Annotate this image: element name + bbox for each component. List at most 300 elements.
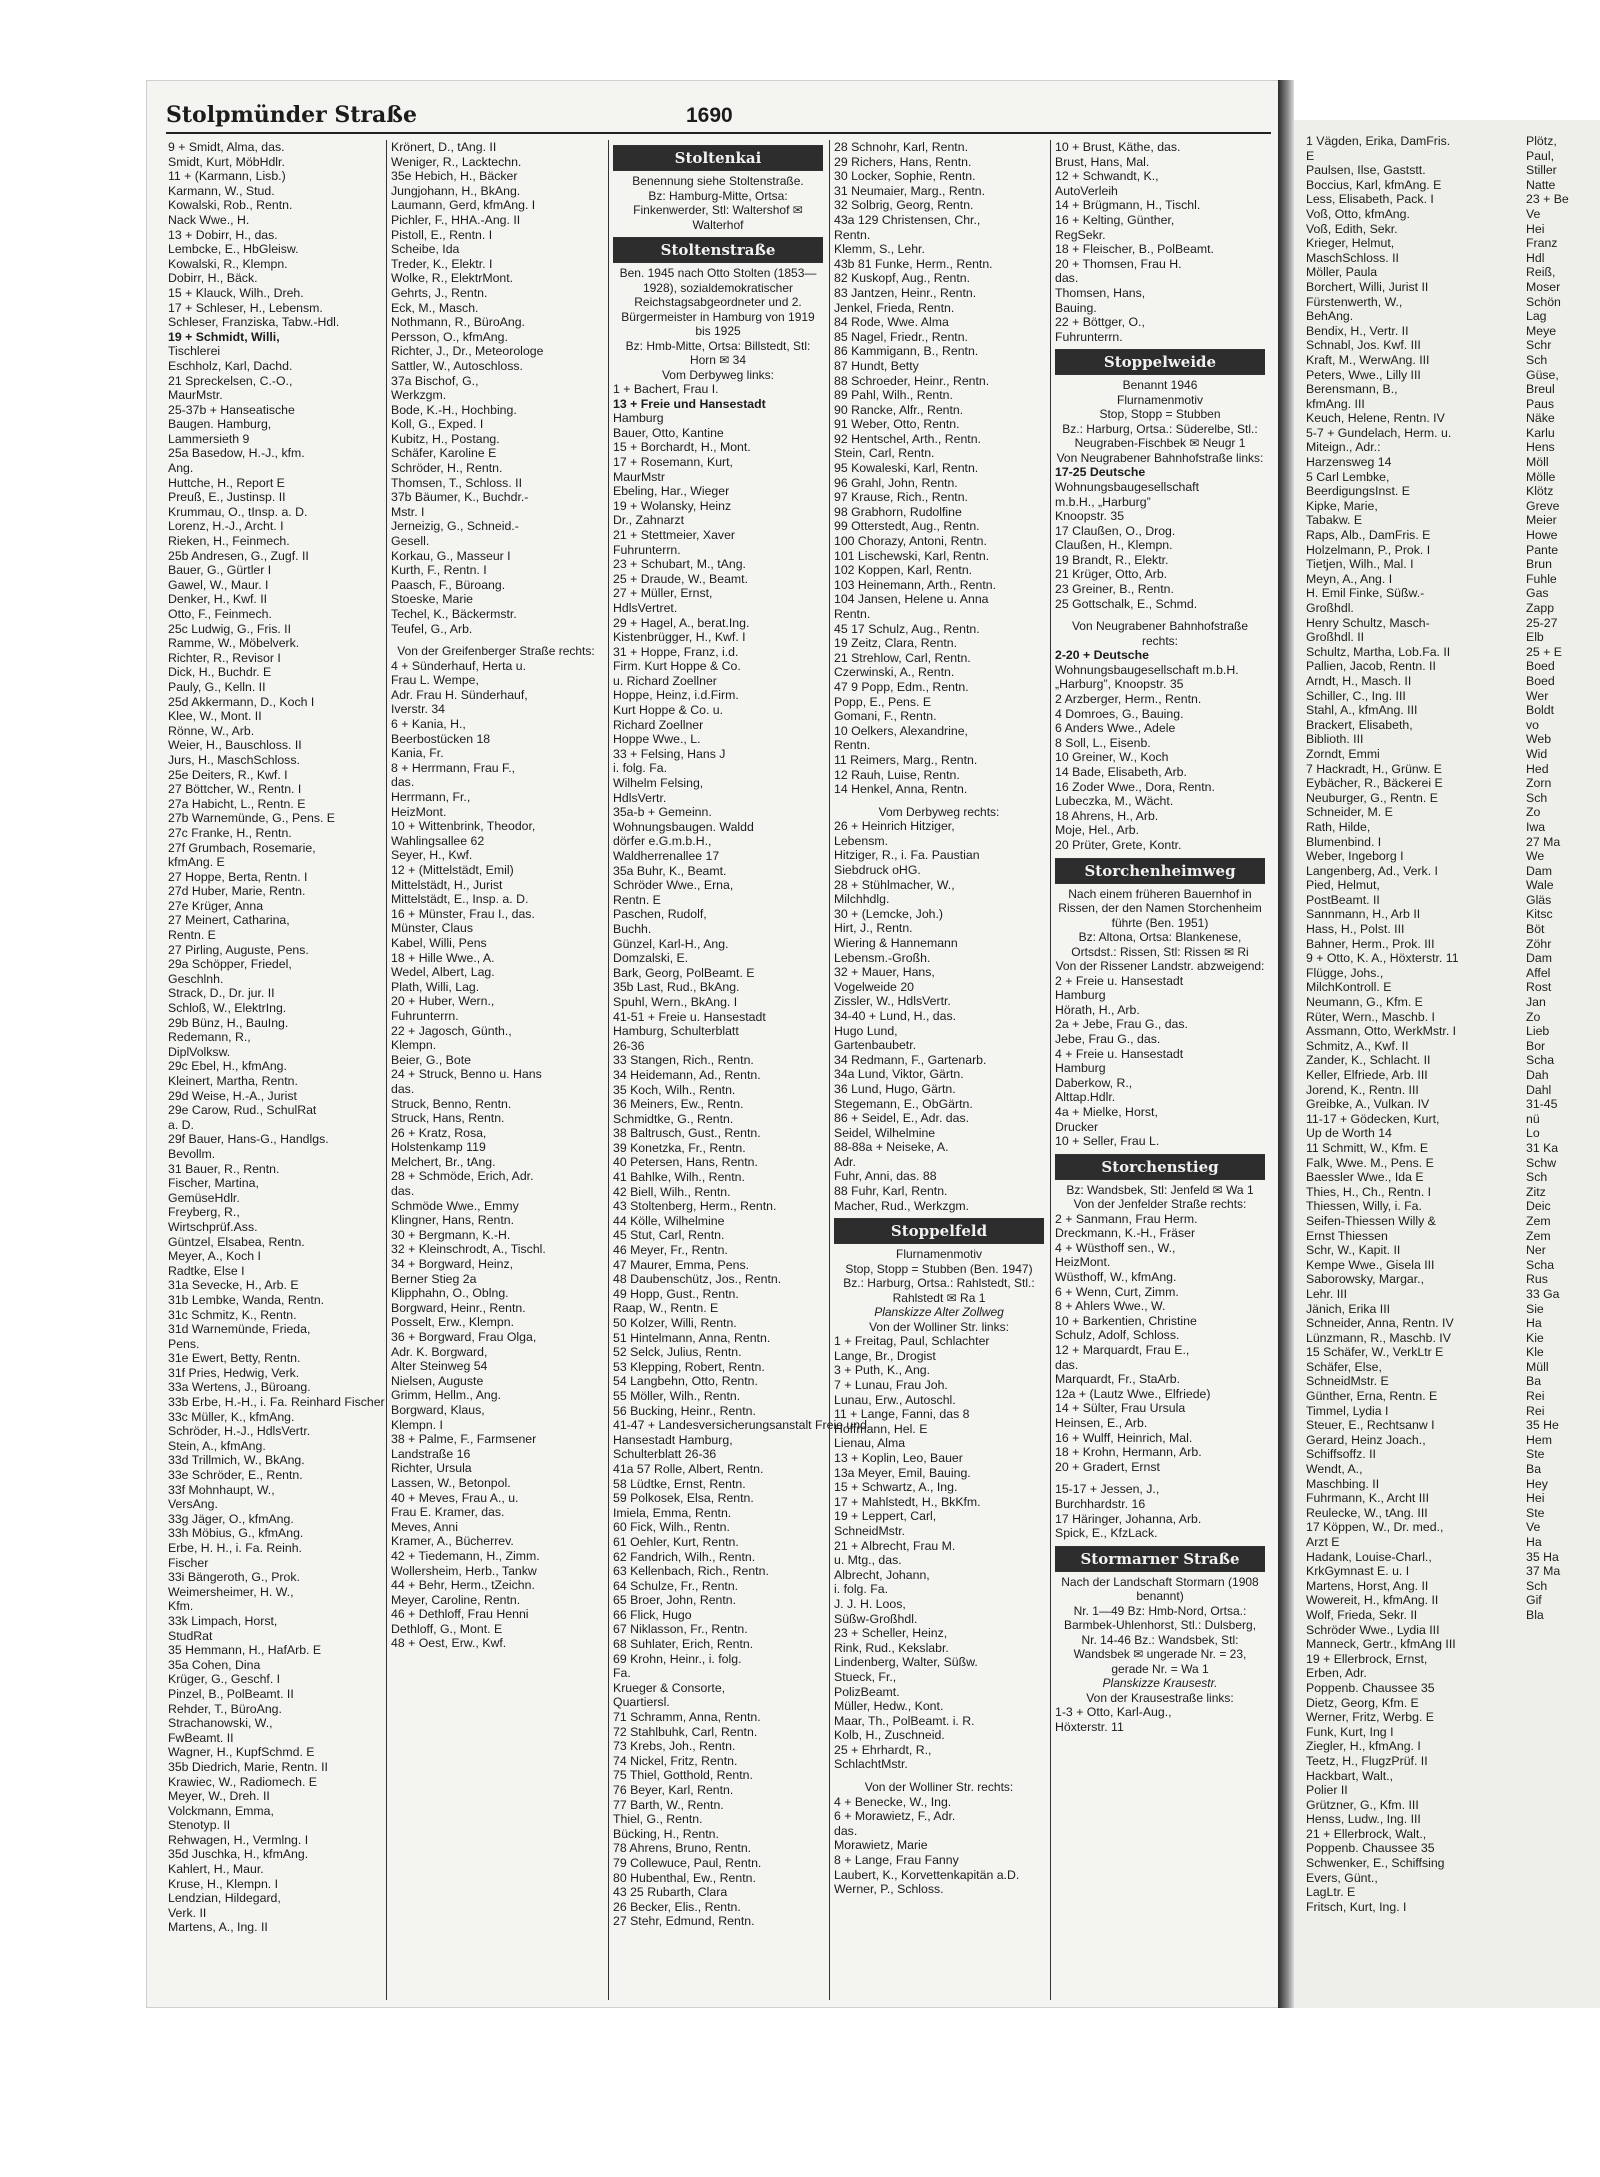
- directory-entry: Borgward, Klaus,: [391, 1402, 485, 1417]
- directory-entry: 27f Grumbach, Rosemarie,: [168, 840, 316, 855]
- directory-entry: 18 + Fleischer, B., PolBeamt.: [1055, 242, 1214, 257]
- directory-entry: 37b Bäumer, K., Buchdr.-: [391, 490, 529, 505]
- directory-entry: Strack, D., Dr. jur. II: [168, 986, 275, 1001]
- directory-entry: 4 + Freie u. Hansestadt: [1055, 1046, 1184, 1061]
- fragment-entry: Hey: [1526, 1476, 1548, 1491]
- directory-entry: 27 Böttcher, W., Rentn. I: [168, 782, 302, 797]
- directory-entry: 38 Baltrusch, Gust., Rentn.: [613, 1126, 761, 1141]
- directory-entry: 91 Weber, Otto, Rentn.: [834, 417, 960, 432]
- directory-entry: Raps, Alb., DamFris. E: [1306, 528, 1431, 543]
- directory-entry: Borgward, Heinr., Rentn.: [391, 1300, 526, 1315]
- directory-entry: HeizMont.: [391, 804, 447, 819]
- fragment-entry: 25-27: [1526, 615, 1558, 630]
- fragment-entry: 31 Ka: [1526, 1140, 1559, 1155]
- directory-entry: 35b Diedrich, Marie, Rentn. II: [168, 1759, 328, 1774]
- directory-entry: HdlsVertr.: [613, 790, 667, 805]
- directory-entry: Greibke, A., Vulkan. IV: [1306, 1097, 1430, 1112]
- directory-entry: 14 + Sülter, Frau Ursula: [1055, 1401, 1186, 1416]
- directory-entry: Fritsch, Kurt, Ing. I: [1306, 1899, 1407, 1914]
- directory-entry: Gehrts, J., Rentn.: [391, 285, 488, 300]
- directory-entry: 26 + Kratz, Rosa,: [391, 1125, 487, 1140]
- directory-entry: Stein, Carl, Rentn.: [834, 446, 935, 461]
- directory-entry: Dick, H., Buchdr. E: [168, 665, 272, 680]
- directory-entry: Günther, Erna, Rentn. E: [1306, 1389, 1438, 1404]
- facing-page: [1294, 120, 1600, 2008]
- directory-entry: Rentn.: [834, 607, 871, 621]
- directory-entry: 43 25 Rubarth, Clara: [613, 1885, 728, 1900]
- directory-entry: 88-88a + Neiseke, A.: [834, 1140, 949, 1155]
- directory-entry: Freyberg, R.,: [168, 1205, 240, 1220]
- directory-entry: 16 + Wulff, Heinrich, Mal.: [1055, 1430, 1193, 1445]
- directory-entry: Struck, Hans, Rentn.: [391, 1111, 505, 1126]
- directory-entry: u. Mtg., das.: [834, 1553, 902, 1568]
- directory-entry: 22 + Jagosch, Günth.,: [391, 1023, 512, 1038]
- directory-entry: 25b Andresen, G., Zugf. II: [168, 548, 309, 563]
- page-number: 1690: [686, 104, 733, 127]
- directory-entry: Wohnungsbaugesellschaft m.b.H.: [1055, 662, 1239, 677]
- directory-entry: Ebeling, Har., Wieger: [613, 484, 730, 499]
- directory-entry: MaurMstr.: [168, 388, 223, 403]
- directory-entry: 25e Deiters, R., Kwf. I: [168, 767, 288, 782]
- directory-entry: 59 Polkosek, Elsa, Rentn.: [613, 1491, 754, 1506]
- directory-entry: 37a Bischof, G.,: [391, 373, 479, 388]
- directory-entry: Großhdl.: [1306, 601, 1354, 615]
- directory-entry: 1 + Freitag, Paul, Schlachter: [834, 1334, 990, 1349]
- directory-entry: 2 + Sanmann, Frau Herm.: [1055, 1211, 1198, 1226]
- directory-entry: 73 Krebs, Joh., Rentn.: [613, 1739, 736, 1754]
- directory-entry: Hoppe, Heinz, i.d.Firm.: [613, 688, 739, 703]
- directory-entry: Zissler, W., HdlsVertr.: [834, 994, 951, 1009]
- directory-entry: Treder, K., Elektr. I: [391, 256, 493, 271]
- fragment-entry: Boed: [1526, 659, 1555, 674]
- fragment-entry: Breul: [1526, 382, 1555, 397]
- column-6: [1306, 134, 1506, 1994]
- directory-entry: Paulsen, Ilse, Gaststt.: [1306, 163, 1426, 178]
- street-note: Stop, Stopp = Stubben (Ben. 1947): [845, 1261, 1033, 1276]
- fragment-entry: Ner: [1526, 1243, 1546, 1258]
- street-note: Nach einem früheren Bauernhof in Rissen, der den Namen Storchenheim führte (Ben. 1951): [1058, 886, 1262, 930]
- fragment-entry: Greve: [1526, 498, 1560, 513]
- directory-entry: Möller, Paula: [1306, 265, 1378, 280]
- directory-entry: das.: [1055, 271, 1079, 286]
- directory-entry: Waldherrenallee 17: [613, 849, 720, 863]
- directory-entry: Pauly, G., Kelln. II: [168, 679, 266, 694]
- directory-entry: Keller, Elfriede, Arb. III: [1306, 1068, 1428, 1082]
- directory-entry: Up de Worth 14: [1306, 1126, 1392, 1141]
- directory-entry: Nielsen, Auguste: [391, 1373, 484, 1388]
- street-note: Planskizze Krausestr.: [1102, 1676, 1218, 1691]
- directory-entry: Geschlnh.: [168, 971, 224, 986]
- directory-entry: Otto, F., Feinmech.: [168, 607, 272, 621]
- directory-entry: Wagner, H., KupfSchmd. E: [168, 1745, 315, 1760]
- directory-entry: SchneidMstr.: [834, 1523, 906, 1538]
- directory-entry: 40 + Meves, Frau A., u.: [391, 1490, 519, 1505]
- column-7-fragment: [1526, 134, 1600, 1994]
- fragment-entry: Ha: [1526, 1535, 1542, 1549]
- directory-entry: Harzensweg 14: [1306, 455, 1392, 470]
- directory-entry: 11 Schmitt, W., Kfm. E: [1306, 1140, 1429, 1155]
- directory-entry: Manneck, Gertr., kfmAng III: [1306, 1637, 1456, 1652]
- directory-entry: Hackbart, Walt.,: [1306, 1768, 1394, 1783]
- directory-entry: 18 Ahrens, H., Arb.: [1055, 808, 1159, 823]
- street-note: Vom Derbyweg links:: [661, 367, 775, 382]
- directory-entry: 10 + Seller, Frau L.: [1055, 1134, 1160, 1149]
- directory-entry: Seifen-Thiessen Willy &: [1306, 1213, 1436, 1228]
- directory-entry: 4a + Mielke, Horst,: [1055, 1104, 1158, 1119]
- directory-entry: Lubeczka, M., Wächt.: [1055, 794, 1174, 809]
- column-5: [1050, 140, 1265, 2000]
- directory-entry: Güntzel, Elsabea, Rentn.: [168, 1234, 305, 1249]
- directory-entry: 13a Meyer, Emil, Bauing.: [834, 1465, 971, 1480]
- directory-entry: Timmel, Lydia I: [1306, 1403, 1389, 1418]
- fragment-entry: Boed: [1526, 673, 1555, 688]
- directory-entry: Krönert, D., tAng. II: [391, 140, 497, 154]
- directory-entry: 47 9 Popp, Edm., Rentn.: [834, 679, 969, 694]
- directory-entry: 16 + Kelting, Günther,: [1055, 212, 1175, 227]
- directory-entry: 31a Sevecke, H., Arb. E: [168, 1278, 299, 1293]
- street-note: Vom Derbyweg rechts:: [878, 804, 1000, 819]
- directory-entry: 92 Hentschel, Arth., Rentn.: [834, 431, 981, 446]
- street-heading: Stoltenkai: [613, 145, 823, 171]
- directory-entry: Macher, Rud., Werkzgm.: [834, 1198, 970, 1213]
- directory-entry: Koll, G., Exped. I: [391, 417, 484, 432]
- directory-entry: 39 Konetzka, Fr., Rentn.: [613, 1140, 746, 1155]
- directory-entry: 4 + Wüsthoff sen., W.,: [1055, 1240, 1176, 1255]
- directory-entry: 50 Kolzer, Willi, Rentn.: [613, 1316, 737, 1330]
- fragment-entry: Moser: [1526, 279, 1561, 294]
- directory-entry: 20 + Gradert, Ernst: [1055, 1459, 1160, 1474]
- directory-entry: 36 Meiners, Ew., Rentn.: [613, 1097, 744, 1112]
- directory-entry: 80 Hubenthal, Ew., Rentn.: [613, 1870, 756, 1885]
- directory-entry: 84 Rode, Wwe. Alma: [834, 315, 949, 330]
- fragment-entry: Ste: [1526, 1505, 1545, 1520]
- directory-entry: Hugo Lund,: [834, 1023, 898, 1038]
- directory-entry: SchlachtMstr.: [834, 1757, 908, 1772]
- directory-entry: Flügge, Johs.,: [1306, 965, 1384, 980]
- spacer: [834, 1772, 1044, 1780]
- directory-entry: 15 Schäfer, W., VerkLtr E: [1306, 1345, 1444, 1360]
- directory-entry: 12 + Schwandt, K.,: [1055, 169, 1159, 184]
- fragment-entry: Mölle: [1526, 469, 1556, 484]
- directory-entry: 33i Bängeroth, G., Prok.: [168, 1570, 300, 1585]
- directory-entry: Krüger, G., Geschf. I: [168, 1672, 281, 1687]
- directory-entry: Denker, H., Kwf. II: [168, 592, 268, 607]
- directory-entry: Lünzmann, R., Maschb. IV: [1306, 1330, 1451, 1345]
- directory-entry: 6 + Kania, H.,: [391, 717, 466, 732]
- fragment-entry: 31-45: [1526, 1097, 1558, 1112]
- directory-entry: Laumann, Gerd, kfmAng. I: [391, 198, 536, 213]
- directory-entry: Hoppe Wwe., L.: [613, 732, 701, 747]
- directory-entry: Kubitz, H., Postang.: [391, 431, 500, 446]
- directory-entry: Strachanowski, W.,: [168, 1716, 273, 1731]
- fragment-entry: Paus: [1526, 396, 1555, 411]
- directory-entry: BehAng.: [1306, 309, 1354, 324]
- directory-entry: Wahlingsallee 62: [391, 833, 485, 848]
- directory-entry: Mstr. I: [391, 504, 425, 519]
- fragment-entry: Güse,: [1526, 367, 1559, 382]
- directory-entry: 77 Barth, W., Rentn.: [613, 1797, 724, 1812]
- directory-entry: 25 + Ehrhardt, R.,: [834, 1742, 932, 1757]
- directory-entry: Falk, Wwe. M., Pens. E: [1306, 1155, 1434, 1170]
- directory-entry: Höxterstr. 11: [1055, 1719, 1124, 1734]
- spacer: [834, 797, 1044, 805]
- directory-entry: Milchhdlg.: [834, 892, 890, 907]
- directory-entry: das.: [1055, 1357, 1079, 1372]
- street-note: Von der Krausestraße links:: [1086, 1690, 1234, 1705]
- fragment-entry: Ba: [1526, 1462, 1542, 1477]
- directory-entry: Stueck, Fr.,: [834, 1669, 897, 1684]
- directory-entry: 19 Zeitz, Clara, Rentn.: [834, 636, 958, 651]
- directory-entry: Pistoll, E., Rentn. I: [391, 227, 493, 242]
- directory-entry: Landstraße 16: [391, 1446, 471, 1461]
- directory-entry: 22 + Böttger, O.,: [1055, 315, 1145, 330]
- directory-entry: Dobirr, H., Bäck.: [168, 271, 258, 286]
- directory-entry: Lehr. III: [1306, 1286, 1348, 1301]
- directory-entry: Bauer, Otto, Kantine: [613, 425, 724, 440]
- directory-entry: Sattler, W., Autoschloss.: [391, 358, 523, 373]
- street-note: Bz: Hmb-Mitte, Ortsa: Billstedt, Stl: Horn ✉ 34: [625, 338, 811, 367]
- directory-entry: Schmidtke, G., Rentn.: [613, 1111, 734, 1126]
- fragment-entry: Rost: [1526, 980, 1552, 995]
- directory-entry: Klempn.: [391, 1038, 437, 1053]
- directory-entry: 10 Oelkers, Alexandrine,: [834, 723, 968, 738]
- street-heading: Storchenstieg: [1055, 1154, 1265, 1180]
- directory-entry: VersAng.: [168, 1497, 218, 1512]
- directory-entry: 15 + Borchardt, H., Mont.: [613, 440, 751, 455]
- directory-entry: Günzel, Karl-H., Ang.: [613, 936, 729, 951]
- directory-entry: 69 Krohn, Heinr., i. folg.: [613, 1651, 742, 1666]
- fragment-entry: Möll: [1526, 455, 1549, 470]
- directory-entry: Posselt, Erw., Klempn.: [391, 1315, 515, 1330]
- directory-entry: Huttche, H., Report E: [168, 475, 285, 490]
- directory-entry: 82 Kuskopf, Aug., Rentn.: [834, 271, 971, 286]
- directory-entry: Teufel, G., Arb.: [391, 621, 473, 636]
- directory-entry: Meyer, A., Koch I: [168, 1249, 261, 1264]
- directory-entry: 41 Bahlke, Wilh., Rentn.: [613, 1170, 745, 1185]
- directory-entry: Weber, Ingeborg I: [1306, 849, 1404, 864]
- directory-entry: Gawel, W., Maur. I: [168, 577, 269, 592]
- street-note: Benennung siehe Stoltenstraße.: [632, 174, 804, 188]
- directory-entry: Wollersheim, Herb., Tankw: [391, 1563, 537, 1578]
- fragment-entry: Gläs: [1526, 892, 1552, 907]
- spacer: [1055, 1474, 1265, 1482]
- directory-entry: 35a Buhr, K., Beamt.: [613, 863, 727, 878]
- directory-entry: 43 Stoltenberg, Herm., Rentn.: [613, 1199, 777, 1214]
- fragment-entry: Lo: [1526, 1126, 1540, 1141]
- directory-entry: 27e Krüger, Anna: [168, 898, 264, 913]
- directory-entry: 2-20 + Deutsche: [1055, 648, 1149, 663]
- fragment-entry: Ba: [1526, 1374, 1542, 1389]
- directory-entry: GemüseHdlr.: [168, 1190, 240, 1205]
- fragment-entry: Jan: [1526, 995, 1546, 1010]
- fragment-entry: Hdl: [1526, 250, 1545, 265]
- directory-entry: Pichler, F., HHA.-Ang. II: [391, 212, 521, 227]
- directory-entry: 8 + Lange, Frau Fanny: [834, 1852, 959, 1867]
- directory-entry: 38 + Palme, F., Farmsener: [391, 1432, 537, 1447]
- street-note: Von der Wolliner Str. rechts:: [864, 1780, 1014, 1795]
- directory-entry: Bendix, H., Vertr. II: [1306, 323, 1409, 338]
- directory-entry: Kania, Fr.: [391, 746, 444, 761]
- directory-entry: Less, Elisabeth, Pack. I: [1306, 192, 1434, 207]
- directory-entry: Schmitz, A., Kwf. II: [1306, 1038, 1409, 1053]
- directory-entry: Dreckmann, K.-H., Fräser: [1055, 1226, 1196, 1241]
- directory-entry: Karmann, W., Stud.: [168, 183, 275, 198]
- fragment-entry: Hei: [1526, 221, 1545, 236]
- directory-entry: 19 + Leppert, Carl,: [834, 1509, 937, 1524]
- directory-entry: 48 + Oest, Erw., Kwf.: [391, 1636, 507, 1651]
- fragment-entry: Gif: [1526, 1593, 1542, 1608]
- directory-entry: Alttap.Hdlr.: [1055, 1090, 1116, 1105]
- fragment-entry: Hed: [1526, 761, 1549, 776]
- directory-entry: 8 Soll, L., Eisenb.: [1055, 735, 1151, 750]
- directory-entry: Baugen. Hamburg,: [168, 417, 272, 432]
- directory-entry: Kleinert, Martha, Rentn.: [168, 1074, 298, 1088]
- directory-entry: 6 + Wenn, Curt, Zimm.: [1055, 1284, 1179, 1299]
- directory-entry: Heinsen, E., Arb.: [1055, 1416, 1148, 1430]
- directory-entry: KrkGymnast E. u. I: [1306, 1564, 1410, 1579]
- directory-entry: Jenkel, Frieda, Rentn.: [834, 300, 955, 315]
- fragment-entry: Karlu: [1526, 425, 1555, 440]
- directory-entry: 90 Rancke, Alfr., Rentn.: [834, 402, 964, 417]
- fragment-entry: Hens: [1526, 440, 1555, 455]
- directory-entry: Ziegler, H., kfmAng. I: [1306, 1739, 1421, 1754]
- directory-entry: 33k Limpach, Horst,: [168, 1613, 278, 1628]
- directory-entry: Henry Schultz, Masch-: [1306, 615, 1430, 630]
- directory-entry: Meyer, Caroline, Rentn.: [391, 1592, 521, 1607]
- directory-entry: 20 + Huber, Wern.,: [391, 994, 495, 1009]
- directory-entry: Imiela, Emma, Rentn.: [613, 1505, 732, 1520]
- directory-entry: 16 + Münster, Frau I., das.: [391, 906, 535, 921]
- fragment-entry: 33 Ga: [1526, 1286, 1560, 1301]
- directory-entry: Paasch, F., Büroang.: [391, 577, 506, 592]
- directory-entry: Schr, W., Kapit. II: [1306, 1243, 1401, 1258]
- directory-entry: 25a Basedow, H.-J., kfm.: [168, 446, 305, 461]
- street-note: Nr. 1—49 Bz: Hmb-Nord, Ortsa.: Barmbek-Uhlenhorst, Stl.: Dulsberg, Nr. 14-46 Bz.: Wandsbek, Stl: Wandsbek ✉ ungerade Nr. = 23, gerade Nr. = Wa 1: [1063, 1603, 1257, 1676]
- directory-entry: 21 Strehlow, Carl, Rentn.: [834, 650, 971, 665]
- directory-entry: Voß, Otto, kfmAng.: [1306, 206, 1410, 221]
- directory-entry: Fischer: [168, 1555, 209, 1570]
- directory-entry: Schneider, Anna, Rentn. IV: [1306, 1316, 1454, 1331]
- directory-entry: Korkau, G., Masseur I: [391, 548, 511, 563]
- directory-entry: 23 + Schubart, M., tAng.: [613, 557, 746, 572]
- fragment-entry: Ha: [1526, 1316, 1542, 1331]
- directory-entry: 27 Pirling, Auguste, Pens.: [168, 942, 309, 957]
- directory-entry: Ramme, W., Möbelverk.: [168, 636, 300, 651]
- directory-entry: 31 + Hoppe, Franz, i.d.: [613, 644, 739, 659]
- directory-entry: Herrmann, Fr.,: [391, 790, 471, 805]
- directory-entry: Fuhrunterrn.: [613, 542, 681, 557]
- directory-entry: 34 Redmann, F., Gartenarb.: [834, 1052, 987, 1067]
- directory-entry: 4 + Sünderhauf, Herta u.: [391, 658, 527, 673]
- street-note: Von Neugrabener Bahnhofstraße rechts:: [1071, 619, 1249, 648]
- street-heading: Storchenheimweg: [1055, 858, 1265, 884]
- directory-entry: Popp, E., Pens. E: [834, 694, 932, 709]
- directory-entry: Brackert, Elisabeth,: [1306, 717, 1413, 732]
- directory-entry: Quartiersl.: [613, 1695, 670, 1710]
- directory-entry: Rüter, Wern., Maschb. I: [1306, 1009, 1435, 1024]
- directory-entry: i. folg. Fa.: [834, 1582, 888, 1597]
- fragment-entry: Rei: [1526, 1389, 1545, 1404]
- directory-entry: 99 Otterstedt, Aug., Rentn.: [834, 519, 980, 534]
- directory-entry: Poppenb. Chaussee 35: [1306, 1680, 1435, 1695]
- directory-entry: Peters, Wwe., Lilly III: [1306, 367, 1421, 382]
- directory-entry: 60 Fick, Wilh., Rentn.: [613, 1520, 730, 1535]
- book-spine-shadow: [1278, 80, 1294, 2008]
- directory-entry: 27a Habicht, L., Rentn. E: [168, 796, 306, 811]
- directory-entry: Wendt, A.,: [1306, 1462, 1363, 1477]
- directory-entry: Evers, Günt.,: [1306, 1870, 1378, 1885]
- directory-entry: 45 17 Schulz, Aug., Rentn.: [834, 621, 980, 636]
- directory-entry: Lassen, W., Betonpol.: [391, 1475, 511, 1490]
- street-heading: Stoltenstraße: [613, 237, 823, 263]
- fragment-entry: Böt: [1526, 922, 1545, 937]
- fragment-entry: 37 Ma: [1526, 1564, 1561, 1579]
- street-heading: Stoppelweide: [1055, 349, 1265, 375]
- directory-entry: Holstenkamp 119: [391, 1140, 486, 1155]
- directory-entry: 2 + Freie u. Hansestadt: [1055, 973, 1184, 988]
- directory-entry: 7 + Lunau, Frau Joh.: [834, 1378, 948, 1393]
- directory-entry: Lunau, Erw., Autoschl.: [834, 1392, 956, 1407]
- directory-entry: Langenberg, Ad., Verk. I: [1306, 863, 1438, 878]
- directory-entry: HeizMont.: [1055, 1255, 1111, 1270]
- fragment-entry: We: [1526, 849, 1545, 864]
- directory-entry: 10 + Brust, Käthe, das.: [1055, 140, 1181, 154]
- fragment-entry: Dahl: [1526, 1082, 1552, 1097]
- directory-entry: Eck, M., Masch.: [391, 300, 479, 315]
- directory-entry: Bark, Georg, PolBeamt. E: [613, 965, 755, 980]
- fragment-entry: Zöhr: [1526, 936, 1552, 951]
- directory-entry: Melchert, Br., tAng.: [391, 1154, 496, 1169]
- fragment-entry: Müll: [1526, 1359, 1549, 1374]
- directory-entry: 34 Heidemann, Ad., Rentn.: [613, 1067, 761, 1082]
- directory-entry: Richter, Ursula: [391, 1461, 472, 1476]
- street-note: Nach der Landschaft Stormarn (1908 benannt): [1061, 1574, 1259, 1604]
- directory-entry: Siebdruck oHG.: [834, 863, 921, 877]
- directory-entry: 9 + Smidt, Alma, das.: [168, 140, 285, 154]
- fragment-entry: Stiller: [1526, 163, 1557, 178]
- fragment-entry: Plötz,: [1526, 134, 1557, 148]
- street-title: Stolpmünder Straße: [166, 102, 417, 128]
- fragment-entry: 35 He: [1526, 1418, 1559, 1433]
- directory-entry: 35a Cohen, Dina: [168, 1657, 261, 1672]
- column-1: [168, 140, 385, 2000]
- directory-entry: Kistenbrügger, H., Kwf. I: [613, 630, 746, 645]
- directory-entry: Boccius, Karl, kfmAng. E: [1306, 177, 1442, 192]
- fragment-entry: Franz: [1526, 236, 1558, 251]
- directory-entry: 44 Kölle, Wilhelmine: [613, 1213, 725, 1228]
- directory-entry: Klempn. I: [391, 1417, 443, 1432]
- directory-entry: Kurth, F., Rentn. I: [391, 563, 487, 578]
- directory-page: [146, 80, 1283, 2008]
- directory-entry: 15 + Schwartz, A., Ing.: [834, 1480, 958, 1495]
- directory-entry: 98 Grabhorn, Rudolfine: [834, 504, 962, 519]
- directory-entry: 1 + Bachert, Frau I.: [613, 382, 719, 396]
- directory-entry: „Harburg”, Knoopstr. 35: [1055, 677, 1184, 692]
- directory-entry: 25 Gottschalk, E., Schmd.: [1055, 596, 1198, 611]
- directory-entry: 67 Niklasson, Fr., Rentn.: [613, 1622, 748, 1637]
- directory-entry: Schröder Wwe., Lydia III: [1306, 1622, 1440, 1637]
- directory-entry: 27c Franke, H., Rentn.: [168, 825, 292, 840]
- fragment-entry: Hei: [1526, 1491, 1545, 1506]
- directory-entry: das.: [391, 1081, 415, 1096]
- directory-entry: Hansestadt Hamburg,: [613, 1432, 733, 1447]
- directory-entry: 1-3 + Otto, Karl-Aug.,: [1055, 1705, 1172, 1720]
- fragment-entry: Gas: [1526, 586, 1549, 601]
- directory-entry: 14 Bade, Elisabeth, Arb.: [1055, 765, 1187, 779]
- fragment-entry: Dah: [1526, 1068, 1549, 1082]
- directory-entry: 12a + (Lautz Wwe., Elfriede): [1055, 1386, 1211, 1401]
- directory-entry: 86 Kammigann, B., Rentn.: [834, 344, 979, 359]
